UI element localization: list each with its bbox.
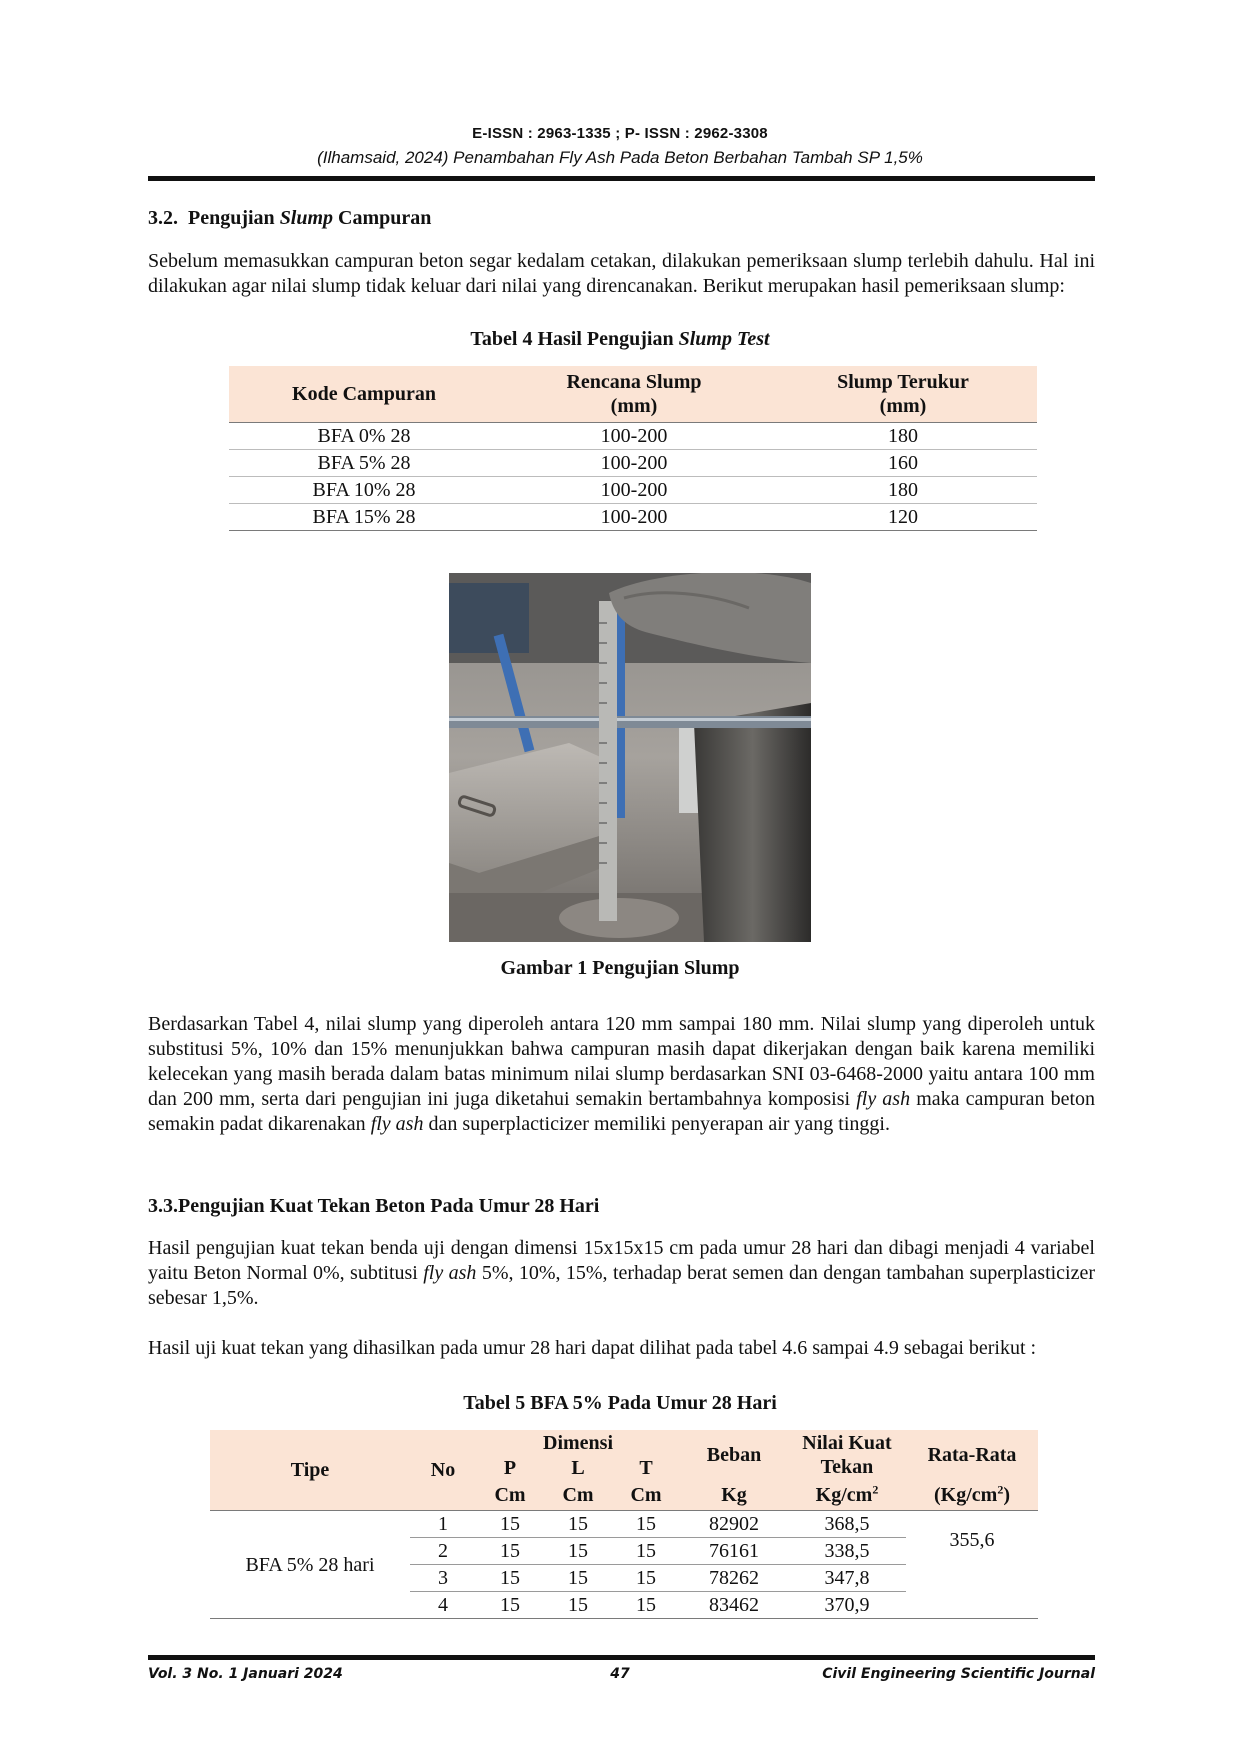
cell-rencana: 100-200 (499, 504, 769, 531)
unit-text: Kg/cm (815, 1484, 873, 1507)
section-title-italic: Slump (279, 207, 334, 229)
section-number: 3.2. (148, 207, 178, 229)
caption-text: Tabel 4 Hasil Pengujian (470, 328, 674, 350)
col-header-l: L (544, 1455, 612, 1480)
col-header-t: T (612, 1455, 680, 1480)
cell-rencana: 100-200 (499, 477, 769, 504)
cell-beban: 76161 (680, 1538, 788, 1565)
col-header-beban: Beban (680, 1430, 788, 1481)
table-row (229, 423, 1037, 450)
header-unit: (mm) (610, 395, 658, 417)
text-run: maka campuran beton semakin padat dikarenakan (148, 1088, 1096, 1135)
col-header-kode: Kode Campuran (229, 366, 499, 423)
superscript: 2 (872, 1482, 879, 1497)
footer-journal: Civil Engineering Scientific Journal (822, 1666, 1095, 1682)
cell-nilai: 338,5 (788, 1538, 906, 1565)
section-3-3-paragraph-1 (148, 1236, 1095, 1311)
cell-rata: 355,6 (906, 1511, 1038, 1619)
cell-nilai: 347,8 (788, 1565, 906, 1592)
caption-italic: Slump Test (678, 328, 770, 350)
cell-beban: 82902 (680, 1511, 788, 1538)
table-5-bfa (210, 1430, 1038, 1619)
col-header-no: No (410, 1430, 476, 1511)
discussion-paragraph (148, 1012, 1095, 1137)
italic-term: fly ash (856, 1088, 911, 1110)
table-4-slump (229, 366, 1037, 531)
cell-terukur: 180 (769, 423, 1037, 450)
text-run: Berdasarkan Tabel 4, nilai slump yang diperoleh antara 120 mm sampai 180 mm. Nilai slump yang diperoleh untuk substitusi 5%, 10% dan 15% menunjukkan bahwa campuran masih dapat dikerjakan dengan baik karena memiliki kelecekan yang masih berada dalam batas minimum nilai slump berdasarkan SNI 03-6468-2000 yaitu antara 100 mm dan 200 mm, serta dari pengujian ini juga diketahui semakin bertambahnya komposisi (148, 1013, 1095, 1110)
table-4-caption (0, 328, 1240, 351)
cell-tipe: BFA 5% 28 hari (210, 1511, 410, 1619)
cell-t: 15 (612, 1565, 680, 1592)
section-3-3-heading (148, 1195, 599, 1218)
italic-term: fly ash (423, 1262, 477, 1284)
col-header-rata: Rata-Rata (906, 1430, 1038, 1481)
figure-1-caption: Gambar 1 Pengujian Slump (500, 957, 740, 979)
text-run: Hasil pengujian kuat tekan benda uji dengan dimensi 15x15x15 cm pada umur 28 hari dan dibagi menjadi 4 variabel yaitu Beton Normal 0%, subtitusi (148, 1237, 1095, 1284)
cell-p: 15 (476, 1592, 544, 1619)
unit-rata (906, 1481, 1038, 1511)
cell-nilai: 370,9 (788, 1592, 906, 1619)
header-line: Nilai Kuat (802, 1432, 892, 1455)
text-run: dan superplacticizer memiliki penyerapan air yang tinggi. (428, 1113, 890, 1135)
header-line: Slump Terukur (837, 371, 969, 393)
unit-text: ) (1003, 1484, 1010, 1507)
unit-p: Cm (476, 1481, 544, 1511)
cell-terukur: 120 (769, 504, 1037, 531)
cell-terukur: 180 (769, 477, 1037, 504)
header-rule (148, 176, 1095, 181)
table-row (210, 1511, 1038, 1538)
cell-t: 15 (612, 1592, 680, 1619)
col-header-rencana (499, 366, 769, 423)
header-line: Tekan (820, 1456, 874, 1479)
table-5-caption: Tabel 5 BFA 5% Pada Umur 28 Hari (463, 1392, 777, 1414)
unit-t: Cm (612, 1481, 680, 1511)
cell-p: 15 (476, 1511, 544, 1538)
cell-kode: BFA 10% 28 (229, 477, 499, 504)
cell-l: 15 (544, 1565, 612, 1592)
section-title-part: Pengujian (188, 207, 275, 229)
cell-kode: BFA 5% 28 (229, 450, 499, 477)
col-header-terukur (769, 366, 1037, 423)
italic-term: fly ash (370, 1113, 424, 1135)
unit-beban: Kg (680, 1481, 788, 1511)
col-header-dimensi: Dimensi (476, 1430, 680, 1455)
page-number: 47 (610, 1666, 630, 1682)
table-row (229, 477, 1037, 504)
journal-issn: E-ISSN : 2963-1335 ; P- ISSN : 2962-3308 (472, 125, 768, 142)
cell-no: 1 (410, 1511, 476, 1538)
unit-nilai (788, 1481, 906, 1511)
cell-no: 2 (410, 1538, 476, 1565)
cell-p: 15 (476, 1538, 544, 1565)
slump-test-photo (449, 573, 811, 942)
cell-beban: 83462 (680, 1592, 788, 1619)
col-header-p: P (476, 1455, 544, 1480)
unit-text: (Kg/cm (934, 1484, 998, 1507)
col-header-nilai (788, 1430, 906, 1481)
footer-rule (148, 1655, 1095, 1660)
header-line: Rencana Slump (566, 371, 702, 393)
section-3-2-paragraph: Sebelum memasukkan campuran beton segar kedalam cetakan, dilakukan pemeriksaan slump terlebih dahulu. Hal ini dilakukan agar nilai slump tidak keluar dari nilai yang direncanakan. Berikut merupakan hasil pemeriksaan slump: (148, 250, 1095, 297)
cell-terukur: 160 (769, 450, 1037, 477)
section-title-part: Campuran (338, 207, 432, 229)
section-title: Pengujian Kuat Tekan Beton Pada Umur 28 Hari (178, 1195, 600, 1217)
cell-l: 15 (544, 1592, 612, 1619)
cell-rencana: 100-200 (499, 450, 769, 477)
section-3-3-paragraph-2: Hasil uji kuat tekan yang dihasilkan pada umur 28 hari dapat dilihat pada tabel 4.6 sampai 4.9 sebagai berikut : (148, 1337, 1037, 1359)
header-unit: (mm) (879, 395, 927, 417)
running-citation: (Ilhamsaid, 2024) Penambahan Fly Ash Pada Beton Berbahan Tambah SP 1,5% (317, 148, 923, 167)
text-run: 5%, 10%, 15%, terhadap berat semen dan dengan tambahan superplasticizer sebesar 1,5%. (148, 1262, 1096, 1309)
cell-beban: 78262 (680, 1565, 788, 1592)
cell-rencana: 100-200 (499, 423, 769, 450)
section-number: 3.3. (148, 1195, 178, 1217)
cell-nilai: 368,5 (788, 1511, 906, 1538)
unit-l: Cm (544, 1481, 612, 1511)
cell-l: 15 (544, 1511, 612, 1538)
cell-no: 3 (410, 1565, 476, 1592)
col-header-tipe: Tipe (210, 1430, 410, 1511)
cell-t: 15 (612, 1538, 680, 1565)
section-3-2-heading (148, 207, 431, 230)
cell-p: 15 (476, 1565, 544, 1592)
superscript: 2 (997, 1482, 1004, 1497)
cell-kode: BFA 0% 28 (229, 423, 499, 450)
photo-illustration (449, 573, 811, 942)
cell-no: 4 (410, 1592, 476, 1619)
table-row (229, 450, 1037, 477)
cell-kode: BFA 15% 28 (229, 504, 499, 531)
table-row (229, 504, 1037, 531)
cell-t: 15 (612, 1511, 680, 1538)
footer-volume: Vol. 3 No. 1 Januari 2024 (148, 1666, 343, 1682)
cell-l: 15 (544, 1538, 612, 1565)
